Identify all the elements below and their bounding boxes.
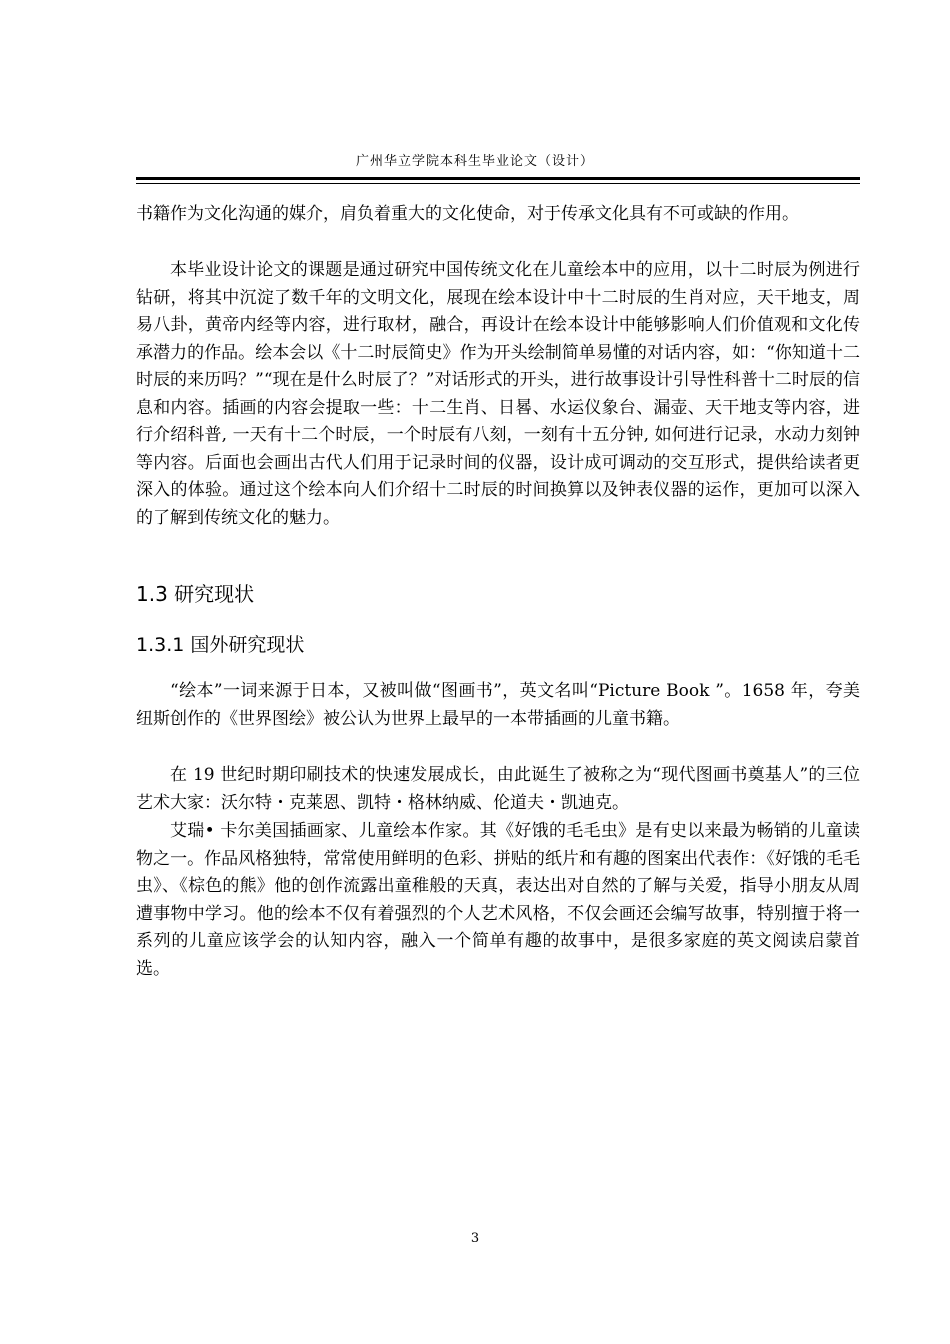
paragraph-eric-carle: 艾瑞• 卡尔美国插画家、儿童绘本作家。其《好饿的毛毛虫》是有史以来最为畅销的儿童读物之一。作品风格独特，常常使用鲜明的色彩、拼贴的纸片和有趣的图案出代表作：《好饿的毛毛虫》、《棕色的熊》他的创作流露出童稚般的天真，表达出对自然的了解与关爱，指导小朋友从周遭事物中学习。他的绘本不仅有着强烈的个人艺术风格，不仅会画还会编写故事，特别擅于将一系列的儿童应该学会的认知内容，融入一个简单有趣的故事中，是很多家庭的英文阅读启蒙首选。 xyxy=(136,821,860,979)
paragraph-picture-book-origin: “绘本”一词来源于日本，又被叫做“图画书”，英文名叫“Picture Book ”。1658 年，夸美纽斯创作的《世界图绘》被公认为世界上最早的一本带插画的儿童书籍。 xyxy=(136,681,860,729)
section-heading: 1.3 研究现状 xyxy=(136,582,255,606)
running-header: 广州华立学院本科生毕业论文（设计） xyxy=(355,154,594,169)
paragraph-thesis-topic: 本毕业设计论文的课题是通过研究中国传统文化在儿童绘本中的应用，以十二时辰为例进行钻研，将其中沉淀了数千年的文明文化，展现在绘本设计中十二时辰的生肖对应，天干地支，周易八卦，黄帝内经等内容，进行取材，融合，再设计在绘本设计中能够影响人们价值观和文化传承潜力的作品。绘本会以《十二时辰简史》作为开头绘制简单易懂的对话内容，如：“你知道十二时辰的来历吗？”“现在是什么时辰了？”对话形式的开头，进行故事设计引导性科普十二时辰的信息和内容。插画的内容会提取一些：十二生肖、日晷、水运仪象台、漏壶、天干地支等内容，进行介绍科普, 一天有十二个时辰，一个时辰有八刻，一刻有十五分钟, 如何进行记录，水动力刻钟等内容。后面也会画出古代人们用于记录时间的仪器，设计成可调动的交互形式，提供给读者更深入的体验。通过这个绘本向人们介绍十二时辰的时间换算以及钟表仪器的运作，更加可以深入的了解到传统文化的魅力。 xyxy=(136,260,860,528)
header-rule-thin xyxy=(136,183,860,184)
page-number: 3 xyxy=(470,1231,480,1246)
paragraph-modern-picture-book: 在 19 世纪时期印刷技术的快速发展成长，由此诞生了被称之为“现代图画书奠基人”的三位艺术大家：沃尔特・克莱恩、凯特・格林纳威、伦道夫・凯迪克。 xyxy=(136,765,860,813)
subsection-heading: 1.3.1 国外研究现状 xyxy=(136,634,305,656)
paragraph-continuation: 书籍作为文化沟通的媒介，肩负着重大的文化使命，对于传承文化具有不可或缺的作用。 xyxy=(136,204,799,224)
header-rule-thick xyxy=(136,177,860,180)
